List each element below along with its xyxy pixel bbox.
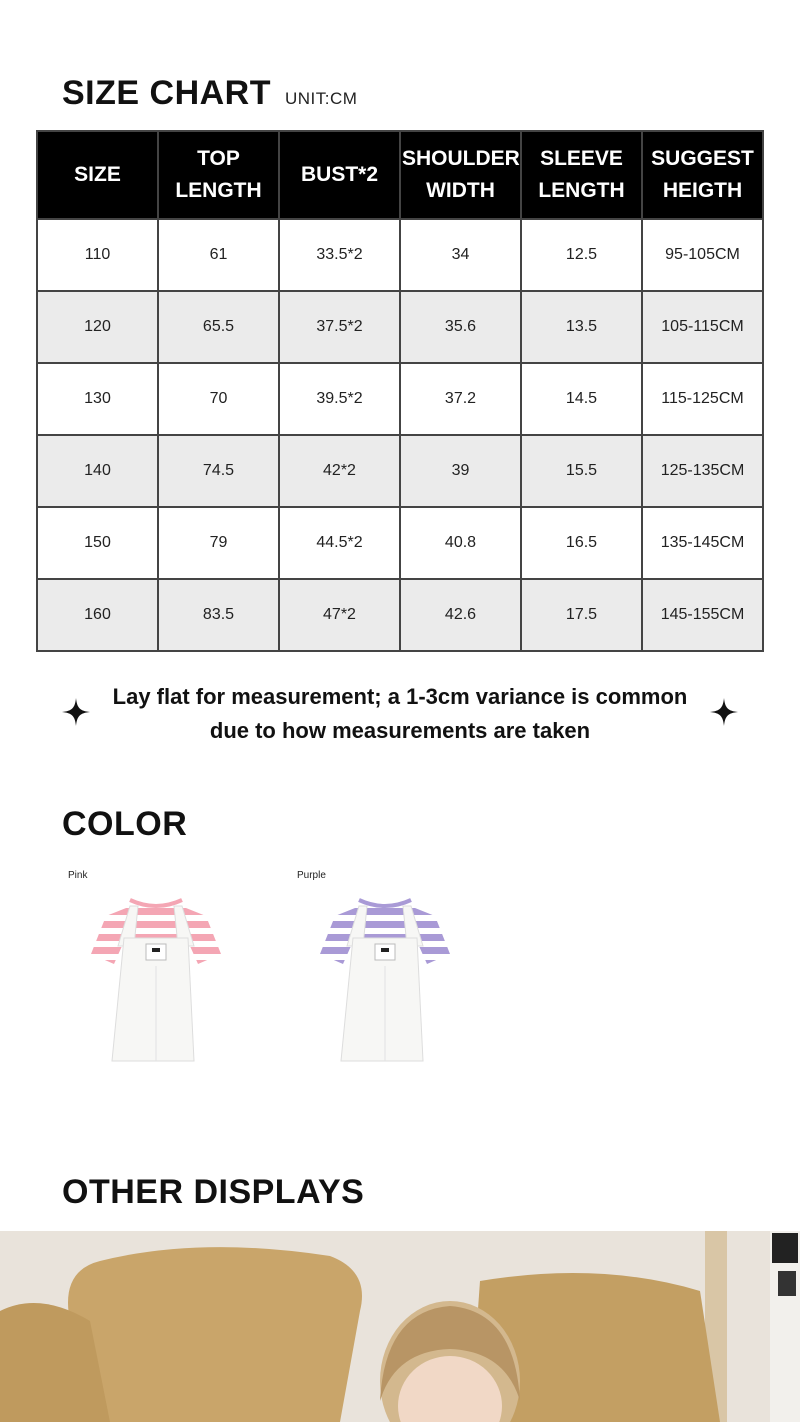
size-chart-heading xyxy=(62,74,357,113)
column-header xyxy=(37,131,158,219)
measurement-note xyxy=(60,680,740,748)
column-header-line: TOP xyxy=(197,147,240,170)
table-cell: 74.5 xyxy=(158,435,279,507)
color-option-purple[interactable] xyxy=(295,868,475,1078)
color-option-label: Purple xyxy=(297,870,326,881)
color-option-pink[interactable] xyxy=(66,868,246,1078)
table-cell: 15.5 xyxy=(521,435,642,507)
column-header-line: LENGTH xyxy=(175,179,262,202)
table-header-row xyxy=(37,131,763,219)
note-line-1: Lay flat for measurement; a 1-3cm variance is common xyxy=(112,684,688,709)
table-row xyxy=(37,507,763,579)
column-header xyxy=(158,131,279,219)
table-cell: 16.5 xyxy=(521,507,642,579)
pink-dress-image xyxy=(86,886,226,1066)
table-cell: 34 xyxy=(400,219,521,291)
column-header-line: SIZE xyxy=(74,163,121,186)
table-cell: 150 xyxy=(37,507,158,579)
column-header-line: LENGTH xyxy=(538,179,625,202)
table-cell: 39 xyxy=(400,435,521,507)
table-cell: 83.5 xyxy=(158,579,279,651)
unit-label: UNIT:CM xyxy=(285,89,358,108)
table-cell: 40.8 xyxy=(400,507,521,579)
display-photo xyxy=(0,1231,800,1422)
purple-dress-image xyxy=(315,886,455,1066)
table-cell: 42.6 xyxy=(400,579,521,651)
column-header-line: HEIGTH xyxy=(662,179,743,202)
other-displays-heading: OTHER DISPLAYS xyxy=(62,1173,365,1211)
column-header-line: SHOULDER xyxy=(402,147,520,170)
table-cell: 145-155CM xyxy=(642,579,763,651)
table-cell: 135-145CM xyxy=(642,507,763,579)
table-row xyxy=(37,219,763,291)
table-cell: 95-105CM xyxy=(642,219,763,291)
sparkle-icon xyxy=(710,698,738,726)
table-cell: 110 xyxy=(37,219,158,291)
note-text xyxy=(100,680,700,748)
table-cell: 47*2 xyxy=(279,579,400,651)
table-body xyxy=(37,219,763,651)
table-cell: 13.5 xyxy=(521,291,642,363)
column-header xyxy=(521,131,642,219)
table-cell: 125-135CM xyxy=(642,435,763,507)
note-line-2: due to how measurements are taken xyxy=(209,718,591,743)
table-row xyxy=(37,579,763,651)
table-cell: 105-115CM xyxy=(642,291,763,363)
table-cell: 120 xyxy=(37,291,158,363)
column-header-line: SLEEVE xyxy=(540,147,623,170)
table-cell: 39.5*2 xyxy=(279,363,400,435)
sparkle-icon xyxy=(62,698,90,726)
column-header xyxy=(279,131,400,219)
size-chart-title: SIZE CHART xyxy=(62,74,271,112)
table-cell: 130 xyxy=(37,363,158,435)
table-row xyxy=(37,435,763,507)
table-cell: 65.5 xyxy=(158,291,279,363)
table-cell: 44.5*2 xyxy=(279,507,400,579)
table-cell: 14.5 xyxy=(521,363,642,435)
column-header-line: WIDTH xyxy=(426,179,495,202)
column-header-line: BUST*2 xyxy=(300,163,379,186)
table-cell: 140 xyxy=(37,435,158,507)
table-cell: 70 xyxy=(158,363,279,435)
table-cell: 37.5*2 xyxy=(279,291,400,363)
size-table xyxy=(36,130,764,652)
table-cell: 115-125CM xyxy=(642,363,763,435)
table-cell: 42*2 xyxy=(279,435,400,507)
column-header xyxy=(642,131,763,219)
color-heading: COLOR xyxy=(62,805,188,843)
table-cell: 12.5 xyxy=(521,219,642,291)
table-cell: 33.5*2 xyxy=(279,219,400,291)
table-cell: 17.5 xyxy=(521,579,642,651)
color-option-label: Pink xyxy=(68,870,88,881)
table-cell: 37.2 xyxy=(400,363,521,435)
table-cell: 160 xyxy=(37,579,158,651)
table-cell: 35.6 xyxy=(400,291,521,363)
column-header-line: SUGGEST xyxy=(651,147,754,170)
table-cell: 79 xyxy=(158,507,279,579)
column-header xyxy=(400,131,521,219)
table-row xyxy=(37,363,763,435)
table-row xyxy=(37,291,763,363)
table-cell: 61 xyxy=(158,219,279,291)
